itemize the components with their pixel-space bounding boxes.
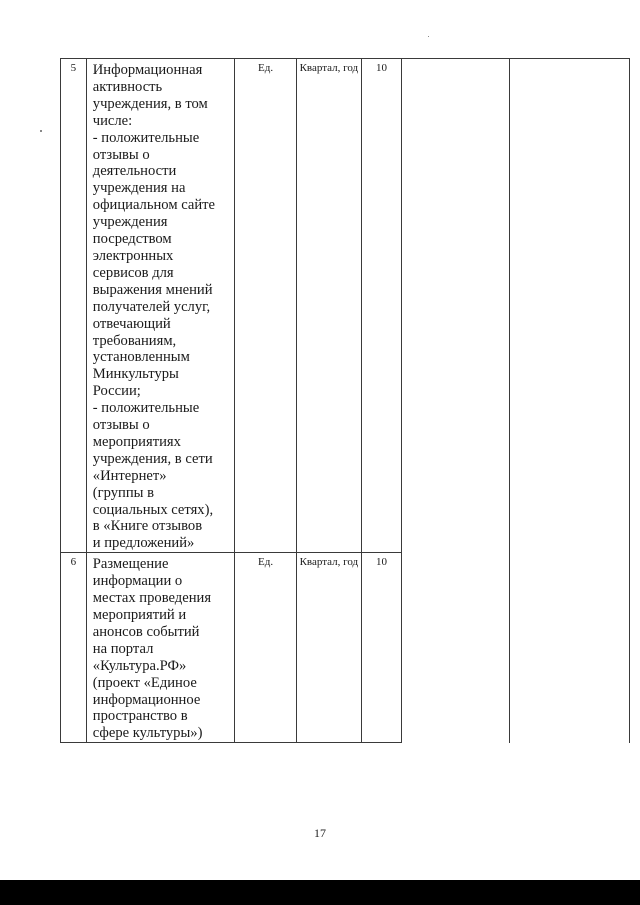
name-line: в «Книге отзывов [92, 518, 203, 535]
name-line: России; [92, 383, 141, 400]
name-line: отзывы о [92, 417, 150, 434]
value-cell: 10 [361, 553, 402, 743]
indicator-name [86, 553, 234, 743]
name-line: сервисов для [92, 264, 174, 281]
indicator-name [86, 59, 234, 553]
row-number: 6 [61, 553, 87, 743]
name-line: сфере культуры») [92, 725, 203, 742]
period-cell: Квартал, год [297, 59, 361, 553]
name-line: деятельности [92, 163, 177, 180]
name-line: анонсов событий [92, 623, 200, 640]
name-line: числе: [92, 112, 133, 129]
name-line: и предложений» [92, 535, 195, 552]
name-line: (группы в [92, 484, 154, 501]
name-line: электронных [92, 247, 174, 264]
name-line: Информационная [92, 62, 203, 78]
name-line: «Культура.РФ» [92, 657, 187, 674]
name-line: Минкультуры [92, 366, 179, 383]
row-number: 5 [61, 59, 87, 553]
name-line: официальном сайте [92, 197, 216, 214]
name-line: «Интернет» [92, 467, 167, 484]
name-line: учреждения, в сети [92, 450, 213, 467]
value-cell: 10 [361, 59, 402, 553]
empty-cell [509, 59, 629, 743]
name-line: информационное [92, 691, 201, 708]
name-line: мероприятий и [92, 607, 187, 623]
scan-speck [428, 36, 429, 37]
unit-cell: Ед. [234, 553, 296, 743]
scan-edge-band [0, 880, 640, 905]
scan-speck [40, 130, 42, 132]
table-row [61, 59, 630, 553]
name-line: требованиям, [92, 332, 177, 349]
name-line: - положительные [92, 400, 200, 417]
name-line: посредством [92, 231, 172, 248]
name-line: информации о [92, 573, 183, 590]
page-number: 17 [314, 826, 326, 840]
name-line: учреждения на [92, 180, 186, 197]
name-line: установленным [92, 349, 190, 366]
name-line: социальных сетях), [92, 501, 214, 518]
name-line: активность [92, 78, 163, 95]
name-line: пространство в [92, 708, 188, 725]
name-line: выражения мнений [92, 281, 213, 298]
name-line: учреждения, в том [92, 95, 208, 112]
name-line: отвечающий [92, 315, 171, 332]
unit-cell: Ед. [234, 59, 296, 553]
name-line: - положительные [92, 129, 200, 146]
name-line: (проект «Единое [92, 674, 197, 691]
name-line: Размещение [92, 556, 169, 573]
period-cell: Квартал, год [297, 553, 361, 743]
indicators-table [60, 58, 630, 743]
name-line: мероприятиях [92, 433, 181, 450]
empty-cell [402, 59, 509, 743]
name-line: на портал [92, 640, 154, 657]
name-line: учреждения [92, 214, 168, 231]
name-line: получателей услуг, [92, 298, 211, 315]
name-line: отзывы о [92, 146, 150, 163]
name-line: местах проведения [92, 590, 212, 607]
